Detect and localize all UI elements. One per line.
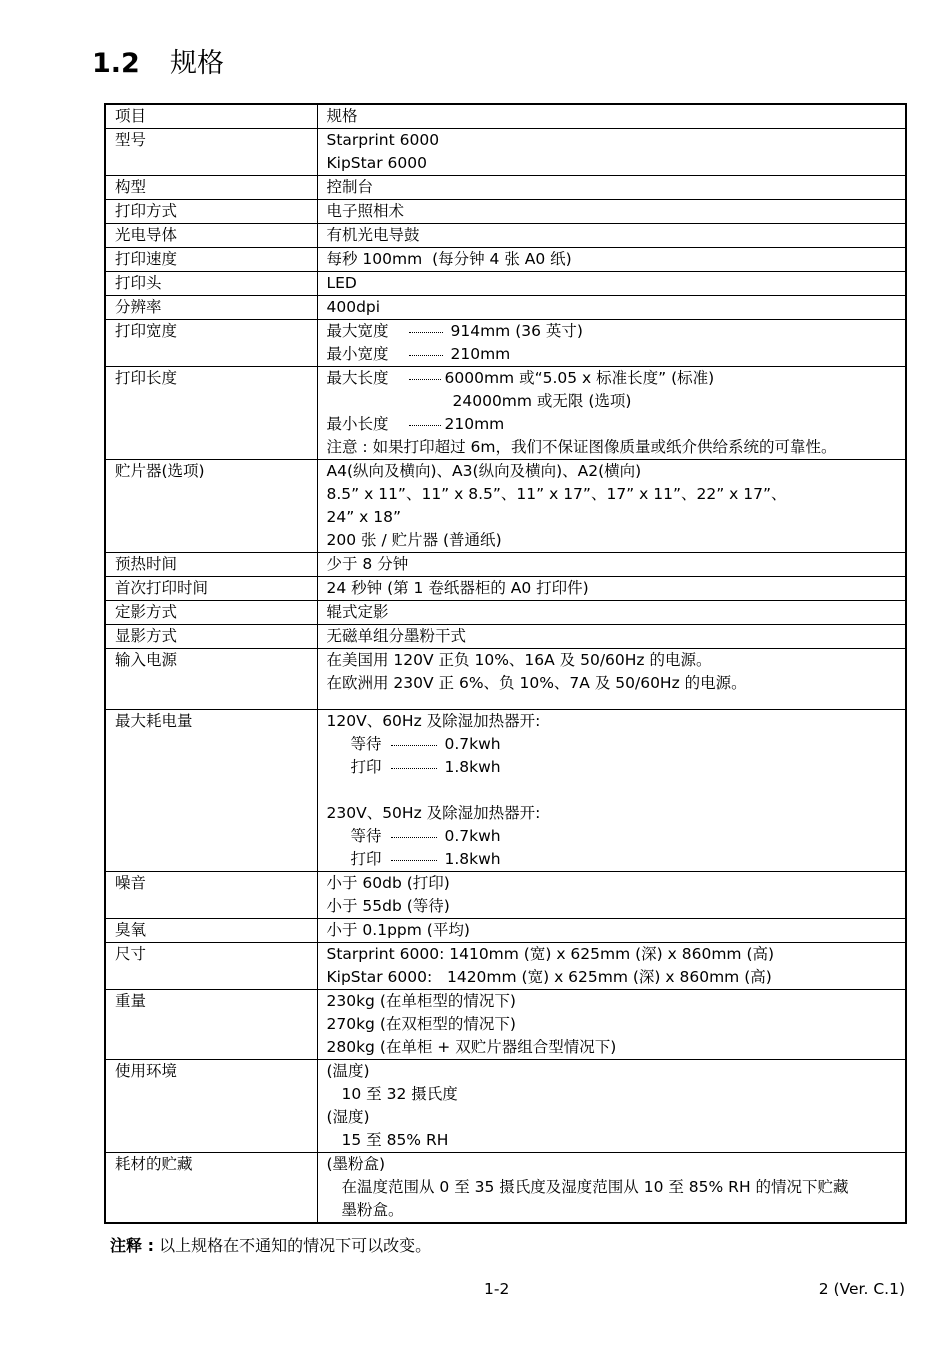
row-label: 重量 bbox=[105, 990, 317, 1060]
page-number: 1-2 bbox=[484, 1280, 510, 1298]
footnote-prefix: 注释 : bbox=[110, 1236, 154, 1255]
standby-value: 0.7kwh bbox=[444, 735, 501, 753]
row-label: 耗材的贮藏 bbox=[105, 1153, 317, 1224]
value-line: 在欧洲用 230V 正 6%、负 10%、7A 及 50/60Hz 的电源。 bbox=[326, 674, 747, 692]
table-row bbox=[105, 649, 906, 710]
table-row bbox=[105, 625, 906, 649]
leader-dots bbox=[409, 378, 441, 380]
table-row bbox=[105, 176, 906, 200]
row-label: 贮片器(选项) bbox=[105, 460, 317, 553]
value-line: Starprint 6000: 1410mm (宽) x 625mm (深) x 860mm (高) bbox=[326, 945, 775, 963]
value-line: 墨粉盒。 bbox=[341, 1201, 404, 1219]
row-value: 辊式定影 bbox=[317, 601, 906, 625]
table-row bbox=[105, 272, 906, 296]
table-row bbox=[105, 1153, 906, 1224]
leader-dots bbox=[409, 331, 443, 333]
row-label: 打印头 bbox=[105, 272, 317, 296]
section-heading bbox=[92, 46, 224, 82]
table-row bbox=[105, 248, 906, 272]
spec-table bbox=[104, 103, 907, 1224]
value-line bbox=[327, 367, 902, 390]
value-line bbox=[327, 320, 902, 343]
leader-dots bbox=[409, 354, 443, 356]
value-line: 270kg (在双柜型的情况下) bbox=[326, 1015, 516, 1033]
row-label: 型号 bbox=[105, 129, 317, 176]
row-value bbox=[317, 710, 906, 872]
row-value bbox=[317, 1153, 906, 1224]
row-label: 首次打印时间 bbox=[105, 577, 317, 601]
min-length-label: 最小长度 bbox=[326, 415, 389, 433]
row-label: 光电导体 bbox=[105, 224, 317, 248]
row-value bbox=[317, 460, 906, 553]
row-value: 控制台 bbox=[317, 176, 906, 200]
print-value: 1.8kwh bbox=[444, 758, 501, 776]
table-row bbox=[105, 367, 906, 460]
standby-value: 0.7kwh bbox=[444, 827, 501, 845]
value-line: 230kg (在单柜型的情况下) bbox=[326, 992, 516, 1010]
value-line: 24000mm 或无限 (选项) bbox=[452, 392, 632, 410]
min-length-value: 210mm bbox=[444, 415, 505, 433]
row-value: 400dpi bbox=[317, 296, 906, 320]
row-value bbox=[317, 649, 906, 710]
value-line: KipStar 6000 bbox=[326, 154, 427, 172]
value-line: (湿度) bbox=[326, 1108, 370, 1126]
value-line: 230V、50Hz 及除湿加热器开: bbox=[326, 804, 541, 822]
row-label: 打印宽度 bbox=[105, 320, 317, 367]
print-label: 打印 bbox=[350, 758, 382, 776]
row-label: 构型 bbox=[105, 176, 317, 200]
leader-dots bbox=[391, 836, 437, 838]
row-label: 最大耗电量 bbox=[105, 710, 317, 872]
row-value bbox=[317, 872, 906, 919]
min-width-label: 最小宽度 bbox=[326, 345, 389, 363]
table-row bbox=[105, 224, 906, 248]
row-value: LED bbox=[317, 272, 906, 296]
value-line: (温度) bbox=[326, 1062, 370, 1080]
table-row bbox=[105, 1060, 906, 1153]
header-spec-cell: 规格 bbox=[317, 104, 906, 129]
value-line: Starprint 6000 bbox=[326, 131, 440, 149]
max-length-label: 最大长度 bbox=[326, 369, 389, 387]
value-line: 15 至 85% RH bbox=[341, 1131, 449, 1149]
table-header-row bbox=[105, 104, 906, 129]
footnote bbox=[110, 1234, 431, 1258]
leader-dots bbox=[409, 424, 441, 426]
row-value: 每秒 100mm (每分钟 4 张 A0 纸) bbox=[317, 248, 906, 272]
value-line: 120V、60Hz 及除湿加热器开: bbox=[326, 712, 541, 730]
value-line bbox=[327, 343, 902, 366]
table-row bbox=[105, 129, 906, 176]
table-row bbox=[105, 919, 906, 943]
value-line: 小于 60db (打印) bbox=[326, 874, 450, 892]
value-line bbox=[327, 413, 902, 436]
value-line bbox=[327, 848, 902, 871]
value-line: 24” x 18” bbox=[326, 508, 402, 526]
table-row bbox=[105, 710, 906, 872]
table-row bbox=[105, 943, 906, 990]
value-line bbox=[327, 825, 902, 848]
table-row bbox=[105, 601, 906, 625]
row-label: 打印方式 bbox=[105, 200, 317, 224]
value-line: 小于 55db (等待) bbox=[326, 897, 450, 915]
row-value bbox=[317, 367, 906, 460]
row-label: 尺寸 bbox=[105, 943, 317, 990]
leader-dots bbox=[391, 744, 437, 746]
value-line: 注意 : 如果打印超过 6m，我们不保证图像质量或纸介供给系统的可靠性。 bbox=[326, 438, 837, 456]
value-line: A4(纵向及横向)、A3(纵向及横向)、A2(横向) bbox=[326, 462, 642, 480]
row-value: 小于 0.1ppm (平均) bbox=[317, 919, 906, 943]
spacer bbox=[327, 695, 902, 709]
section-title: 规格 bbox=[170, 48, 224, 79]
row-value bbox=[317, 943, 906, 990]
print-label: 打印 bbox=[350, 850, 382, 868]
row-value bbox=[317, 990, 906, 1060]
row-value bbox=[317, 320, 906, 367]
value-line bbox=[327, 756, 902, 779]
row-label: 臭氧 bbox=[105, 919, 317, 943]
max-length-value: 6000mm 或“5.05 x 标准长度” (标准) bbox=[444, 369, 715, 387]
table-row bbox=[105, 200, 906, 224]
row-label: 分辨率 bbox=[105, 296, 317, 320]
max-width-value: 914mm (36 英寸) bbox=[450, 322, 583, 340]
row-label: 显影方式 bbox=[105, 625, 317, 649]
table-row bbox=[105, 577, 906, 601]
standby-label: 等待 bbox=[350, 827, 382, 845]
row-value bbox=[317, 1060, 906, 1153]
spacer bbox=[327, 779, 902, 802]
value-line: (墨粉盒) bbox=[326, 1155, 386, 1173]
table-row bbox=[105, 460, 906, 553]
row-label: 打印速度 bbox=[105, 248, 317, 272]
value-line: 在美国用 120V 正负 10%、16A 及 50/60Hz 的电源。 bbox=[326, 651, 712, 669]
row-label: 输入电源 bbox=[105, 649, 317, 710]
row-value: 电子照相术 bbox=[317, 200, 906, 224]
section-number: 1.2 bbox=[92, 48, 140, 79]
max-width-label: 最大宽度 bbox=[326, 322, 389, 340]
value-line: 在温度范围从 0 至 35 摄氏度及湿度范围从 10 至 85% RH 的情况下贮藏 bbox=[341, 1178, 849, 1196]
row-value: 有机光电导鼓 bbox=[317, 224, 906, 248]
print-value: 1.8kwh bbox=[444, 850, 501, 868]
row-value: 24 秒钟 (第 1 卷纸器柜的 A0 打印件) bbox=[317, 577, 906, 601]
value-line: KipStar 6000: 1420mm (宽) x 625mm (深) x 860mm (高) bbox=[326, 968, 772, 986]
table-row bbox=[105, 553, 906, 577]
table-row bbox=[105, 872, 906, 919]
row-value: 少于 8 分钟 bbox=[317, 553, 906, 577]
value-line: 8.5” x 11”、11” x 8.5”、11” x 17”、17” x 11”、22” x 17”、 bbox=[326, 485, 787, 503]
value-line: 200 张 / 贮片器 (普通纸) bbox=[326, 531, 502, 549]
row-label: 噪音 bbox=[105, 872, 317, 919]
standby-label: 等待 bbox=[350, 735, 382, 753]
header-item-cell: 项目 bbox=[105, 104, 317, 129]
version-label: 2 (Ver. C.1) bbox=[818, 1280, 905, 1298]
row-value bbox=[317, 129, 906, 176]
table-row bbox=[105, 320, 906, 367]
footnote-text: 以上规格在不通知的情况下可以改变。 bbox=[153, 1236, 432, 1255]
min-width-value: 210mm bbox=[450, 345, 511, 363]
row-value: 无磁单组分墨粉干式 bbox=[317, 625, 906, 649]
value-line: 280kg (在单柜 + 双贮片器组合型情况下) bbox=[326, 1038, 617, 1056]
row-label: 预热时间 bbox=[105, 553, 317, 577]
table-row bbox=[105, 296, 906, 320]
table-row bbox=[105, 990, 906, 1060]
row-label: 定影方式 bbox=[105, 601, 317, 625]
row-label: 使用环境 bbox=[105, 1060, 317, 1153]
leader-dots bbox=[391, 767, 437, 769]
leader-dots bbox=[391, 859, 437, 861]
value-line: 10 至 32 摄氏度 bbox=[341, 1085, 458, 1103]
row-label: 打印长度 bbox=[105, 367, 317, 460]
value-line bbox=[327, 733, 902, 756]
